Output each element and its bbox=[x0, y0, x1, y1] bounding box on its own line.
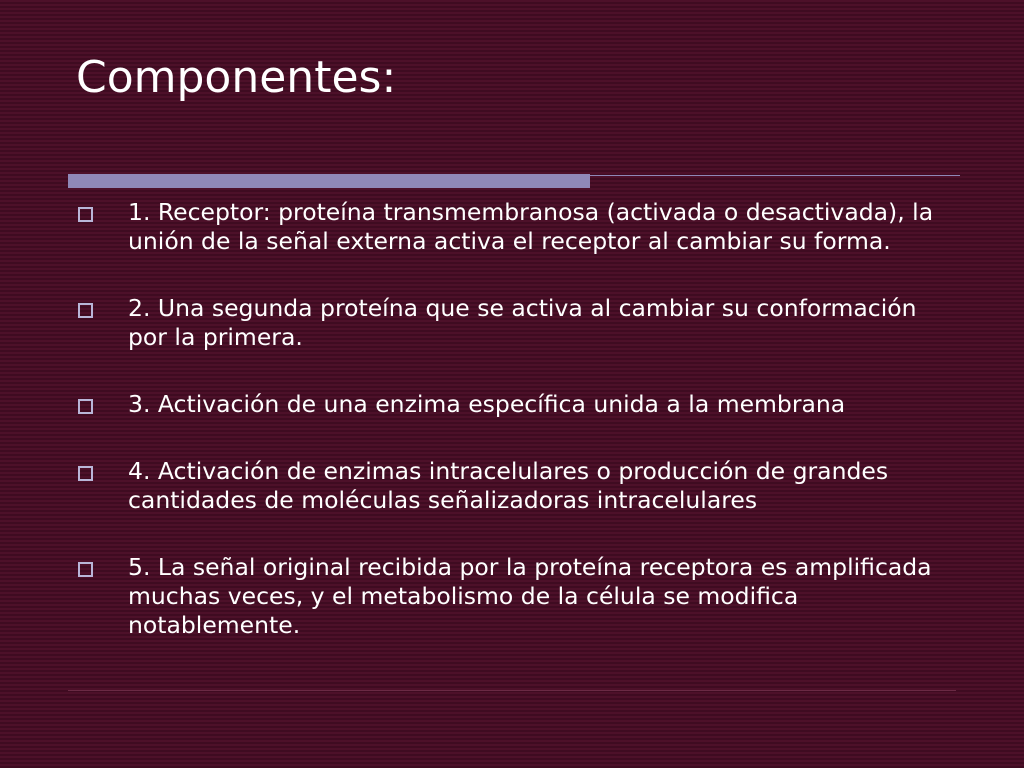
bullet-text: 4. Activación de enzimas intracelulares o producción de grandes cantidades de moléculas señalizadoras intracelulares bbox=[128, 457, 889, 514]
bullet-list bbox=[76, 198, 956, 678]
bullet-item bbox=[76, 198, 956, 256]
title-divider bbox=[68, 174, 960, 188]
title-divider-thin bbox=[590, 175, 960, 176]
bullet-text: 3. Activación de una enzima específica unida a la membrana bbox=[128, 390, 846, 418]
slide-title: Componentes: bbox=[76, 52, 397, 103]
hollow-square-icon bbox=[78, 399, 93, 414]
bullet-item bbox=[76, 390, 956, 419]
footer-line bbox=[68, 690, 956, 691]
bullet-item bbox=[76, 553, 956, 640]
bullet-text: 2. Una segunda proteína que se activa al cambiar su conformación por la primera. bbox=[128, 294, 917, 351]
bullet-item bbox=[76, 294, 956, 352]
bullet-item bbox=[76, 457, 956, 515]
bullet-text: 5. La señal original recibida por la proteína receptora es amplificada muchas veces, y el metabolismo de la célula se modifica notablemente. bbox=[128, 553, 932, 639]
hollow-square-icon bbox=[78, 466, 93, 481]
hollow-square-icon bbox=[78, 207, 93, 222]
title-divider-thick bbox=[68, 174, 590, 188]
hollow-square-icon bbox=[78, 303, 93, 318]
bullet-text: 1. Receptor: proteína transmembranosa (activada o desactivada), la unión de la señal externa activa el receptor al cambiar su forma. bbox=[128, 198, 934, 255]
hollow-square-icon bbox=[78, 562, 93, 577]
